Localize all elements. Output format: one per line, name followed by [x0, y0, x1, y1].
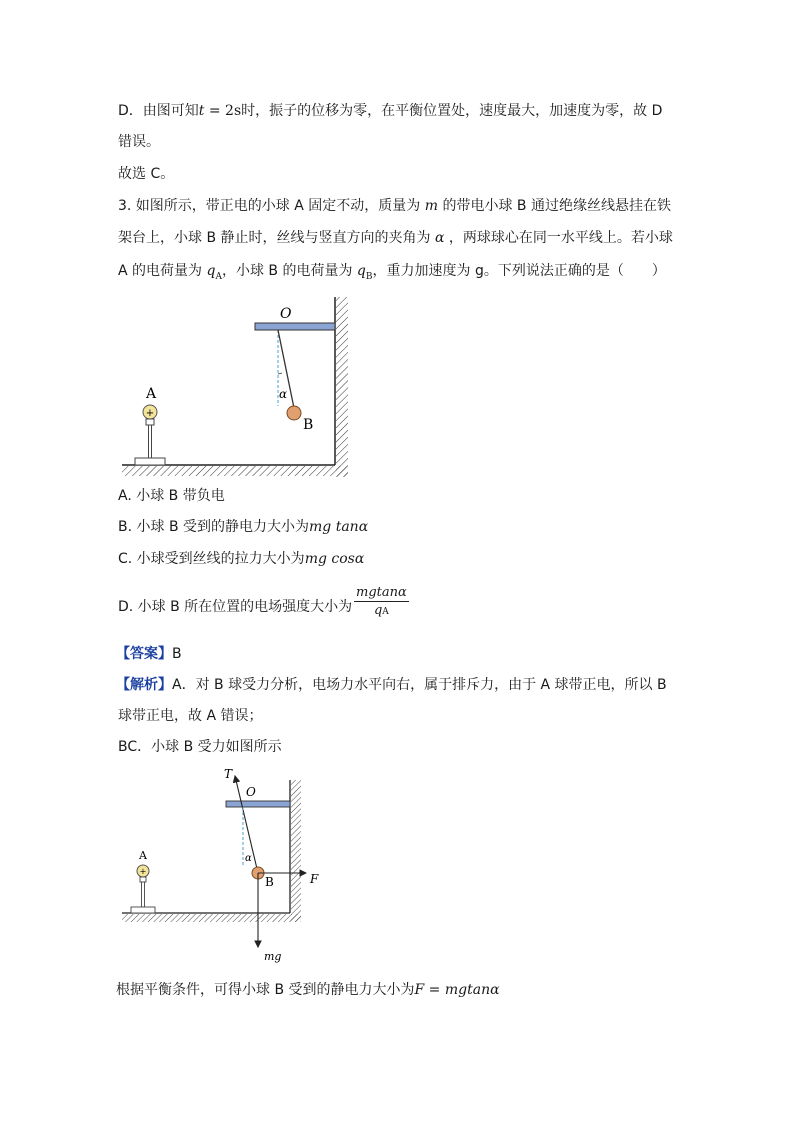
stand-base: [131, 907, 155, 913]
plus-sign: +: [139, 867, 147, 876]
option-c: C. 小球受到丝线的拉力大小为mg cosα: [118, 551, 365, 567]
floor-hatch: [122, 466, 348, 476]
plus-sign: +: [145, 408, 155, 419]
label-f: F: [310, 872, 319, 886]
label-t: T: [224, 767, 233, 781]
question-line2: 架台上，小球 B 静止时，丝线与竖直方向的夹角为 α ，两球球心在同一水平线上。若小球: [118, 230, 673, 246]
label-a: A: [146, 386, 157, 402]
wall-hatch: [336, 297, 348, 477]
label-b: B: [303, 417, 314, 433]
floor-hatch: [122, 914, 301, 922]
stand-rod: [142, 882, 145, 907]
support-bar: [226, 801, 290, 807]
figure-2: [118, 765, 333, 965]
option-d: D. 小球 B 所在位置的电场强度大小为: [118, 599, 353, 615]
option-d-fraction: $\frac{mgtan\alpha}{qA}$: [356, 585, 407, 618]
analysis-line2: 球带正电，故 A 错误；: [118, 708, 263, 724]
part-d-line2: 错误。: [118, 134, 160, 150]
label-mg: mg: [264, 950, 282, 963]
figure-1: [118, 292, 358, 477]
label-b: B: [265, 875, 274, 889]
label-o: O: [246, 785, 256, 799]
stand-rod: [149, 425, 152, 458]
analysis-line1: 【解析】A．对 B 球受力分析，电场力水平向右，属于排斥力，由于 A 球带正电，所以 B: [116, 677, 667, 693]
angle-arc: [278, 373, 282, 374]
question-line3: A 的电荷量为 $q_A$，小球 B 的电荷量为 $q_B$，重力加速度为 g。下列说法正确的是（ ）: [118, 263, 666, 282]
question-line1: 3. 如图所示，带正电的小球 A 固定不动，质量为 m 的带电小球 B 通过绝缘丝线悬挂在铁: [118, 198, 671, 214]
stand-base: [135, 458, 165, 465]
option-a: A. 小球 B 带负电: [118, 488, 225, 504]
prev-answer: 故选 C。: [118, 166, 175, 182]
wall-hatch: [291, 780, 301, 922]
answer: 【答案】B: [116, 646, 182, 662]
stand-clamp: [146, 419, 154, 425]
label-o: O: [280, 306, 292, 322]
support-bar: [255, 323, 335, 330]
label-alpha: α: [245, 853, 252, 864]
option-b: B. 小球 B 受到的静电力大小为mg tanα: [118, 519, 369, 535]
conclusion: 根据平衡条件，可得小球 B 受到的静电力大小为F = mgtanα: [116, 982, 500, 998]
analysis-line3: BC．小球 B 受力如图所示: [118, 739, 282, 755]
stand-clamp: [140, 877, 146, 882]
part-d-line1: D．由图可知t = 2s时，振子的位移为零，在平衡位置处，速度最大，加速度为零，故 D: [118, 103, 663, 119]
ball-b: [287, 406, 301, 420]
label-a: A: [139, 849, 147, 862]
label-alpha: α: [279, 387, 288, 401]
